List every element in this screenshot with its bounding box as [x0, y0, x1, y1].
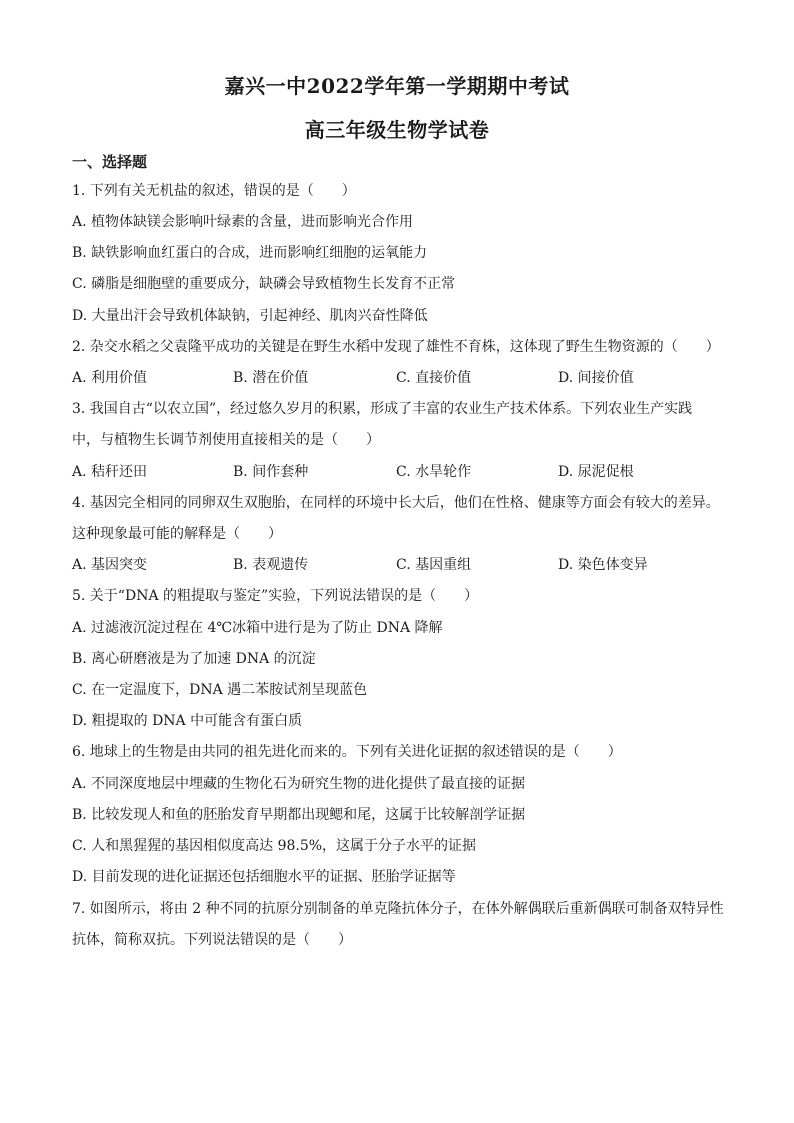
question-5-option-a: A. 过滤液沉淀过程在 4℃冰箱中进行是为了防止 DNA 降解	[72, 620, 443, 636]
question-4-stem-line-2: 这种现象最可能的解释是（ ）	[72, 526, 282, 542]
question-4-option-d: D. 染色体变异	[558, 557, 648, 573]
question-5-option-b: B. 离心研磨液是为了加速 DNA 的沉淀	[72, 651, 316, 667]
question-3-stem-line-1: 3. 我国自古“以农立国”，经过悠久岁月的积累，形成了丰富的农业生产技术体系。下列农业生产实践	[72, 401, 693, 417]
question-2-option-c: C. 直接价值	[396, 370, 472, 386]
question-1-option-c: C. 磷脂是细胞壁的重要成分，缺磷会导致植物生长发育不正常	[72, 276, 456, 292]
question-2-option-a: A. 利用价值	[72, 370, 148, 386]
question-4-option-a: A. 基因突变	[72, 557, 148, 573]
question-5-option-c: C. 在一定温度下，DNA 遇二苯胺试剂呈现蓝色	[72, 682, 368, 698]
question-7-stem-line-1: 7. 如图所示，将由 2 种不同的抗原分别制备的单克隆抗体分子，在体外解偶联后重新偶联可制备双特异性	[72, 901, 724, 917]
question-3-option-b: B. 间作套种	[233, 464, 309, 480]
question-1-option-a: A. 植物体缺镁会影响叶绿素的含量，进而影响光合作用	[72, 214, 414, 230]
exam-subtitle: 高三年级生物学试卷	[304, 118, 490, 142]
question-2-option-b: B. 潜在价值	[233, 370, 309, 386]
question-1-option-b: B. 缺铁影响血红蛋白的合成，进而影响红细胞的运氧能力	[72, 245, 428, 261]
question-2-option-d: D. 间接价值	[558, 370, 634, 386]
question-3-option-c: C. 水旱轮作	[396, 464, 472, 480]
question-3-stem-line-2: 中，与植物生长调节剂使用直接相关的是（ ）	[72, 432, 380, 448]
question-5-stem: 5. 关于“DNA 的粗提取与鉴定”实验，下列说法错误的是（ ）	[72, 588, 479, 604]
question-4-option-c: C. 基因重组	[396, 557, 472, 573]
question-6-option-c: C. 人和黑猩猩的基因相似度高达 98.5%，这属于分子水平的证据	[72, 838, 477, 854]
question-6-option-a: A. 不同深度地层中埋藏的生物化石为研究生物的进化提供了最直接的证据	[72, 776, 526, 792]
question-4-stem-line-1: 4. 基因完全相同的同卵双生双胞胎，在同样的环境中长大后，他们在性格、健康等方面会有较大的差异。	[72, 495, 720, 511]
question-2-stem: 2. 杂交水稻之父袁隆平成功的关键是在野生水稻中发现了雄性不育株，这体现了野生生物资源的（ ）	[72, 339, 720, 355]
section-heading: 一、选择题	[72, 153, 148, 171]
question-6-option-b: B. 比较发现人和鱼的胚胎发育早期都出现鳃和尾，这属于比较解剖学证据	[72, 807, 526, 823]
question-1-stem: 1. 下列有关无机盐的叙述，错误的是（ ）	[72, 183, 356, 199]
question-5-option-d: D. 粗提取的 DNA 中可能含有蛋白质	[72, 713, 303, 729]
question-7-stem-line-2: 抗体，简称双抗。下列说法错误的是（ ）	[72, 932, 352, 948]
question-3-option-a: A. 秸秆还田	[72, 464, 148, 480]
question-3-option-d: D. 尿泥促根	[558, 464, 634, 480]
exam-title: 嘉兴一中2022学年第一学期期中考试	[224, 74, 570, 98]
question-6-stem: 6. 地球上的生物是由共同的祖先进化而来的。下列有关进化证据的叙述错误的是（ ）	[72, 744, 622, 760]
question-4-option-b: B. 表观遗传	[233, 557, 309, 573]
question-1-option-d: D. 大量出汗会导致机体缺钠，引起神经、肌肉兴奋性降低	[72, 308, 428, 324]
question-6-option-d: D. 目前发现的进化证据还包括细胞水平的证据、胚胎学证据等	[72, 869, 456, 885]
